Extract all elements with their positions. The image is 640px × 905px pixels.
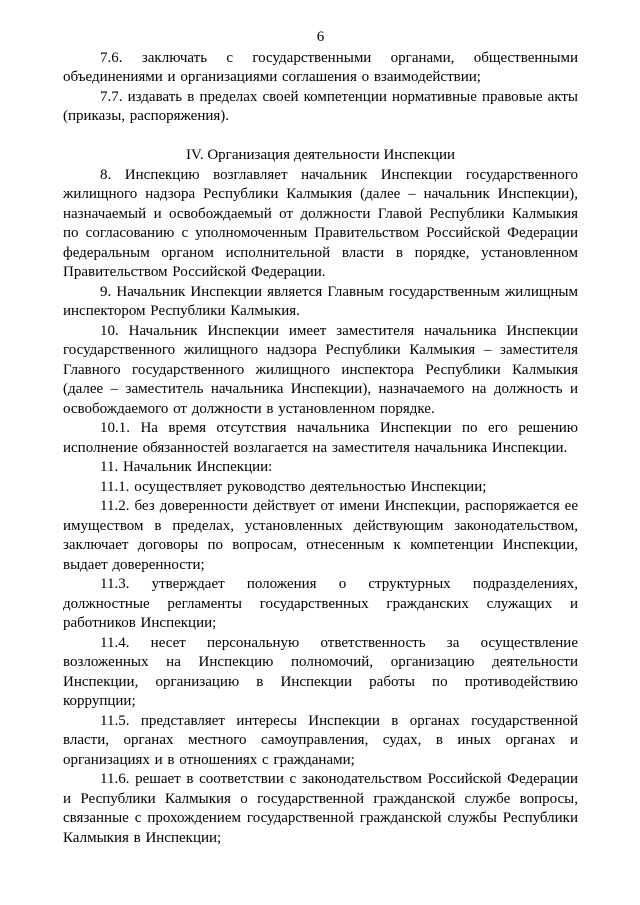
paragraph-9: 9. Начальник Инспекции является Главным государственным жилищным инспектором Республики Калмыкия. xyxy=(63,283,578,319)
paragraph-10-1: 10.1. На время отсутствия начальника Инспекции по его решению исполнение обязанностей возлагается на заместителя начальника Инспекции. xyxy=(63,420,578,456)
paragraph-11-5: 11.5. представляет интересы Инспекции в органах государственной власти, органах местного самоуправления, судах, в иных органах и организациях и в отношениях с гражданами; xyxy=(63,712,578,768)
paragraph-11-6: 11.6. решает в соответствии с законодательством Российской Федерации и Республики Калмыкия о государственной гражданской службе вопросы, связанные с прохождением государственной гражданской службы Республики Калмыкия в Инспекции; xyxy=(63,771,578,846)
paragraph-11-1: 11.1. осуществляет руководство деятельностью Инспекции; xyxy=(100,478,487,495)
paragraph-11-2: 11.2. без доверенности действует от имени Инспекции, распоряжается ее имуществом в пределах, установленных действующим законодательством, заключает договоры по вопросам, отнесенным к компетенции Инспекции, выдает доверенности; xyxy=(63,498,578,573)
paragraph-11-4: 11.4. несет персональную ответственность за осуществление возложенных на Инспекцию полномочий, организацию деятельности Инспекции, организацию в Инспекции работы по противодействию коррупции; xyxy=(63,634,578,709)
paragraph-11: 11. Начальник Инспекции: xyxy=(100,459,273,475)
page-number: 6 xyxy=(316,29,325,45)
paragraph-8: 8. Инспекцию возглавляет начальник Инспекции государственного жилищного надзора Республики Калмыкия (далее – начальник Инспекции), назначаемый и освобождаемый от должности Главой Республики Калмыкия по согласованию с уполномоченным Правительством Российской Федерации федеральным органом исполнительной власти в порядке, установленном Правительством Российской Федерации. xyxy=(63,166,578,280)
paragraph-7-6: 7.6. заключать с государственными органами, общественными объединениями и организациями соглашения о взаимодействии; xyxy=(63,49,578,85)
paragraph-11-3: 11.3. утверждает положения о структурных подразделениях, должностные регламенты государственных гражданских служащих и работников Инспекции; xyxy=(63,576,578,631)
section-iv-heading: IV. Организация деятельности Инспекции xyxy=(185,147,456,163)
paragraph-7-7: 7.7. издавать в пределах своей компетенции нормативные правовые акты (приказы, распоряжения). xyxy=(63,88,578,124)
paragraph-10: 10. Начальник Инспекции имеет заместителя начальника Инспекции государственного жилищного надзора Республики Калмыкия – заместителя Главного государственного жилищного инспектора Республики Калмыкия (далее – заместитель начальника Инспекции), назначаемого на должность и освобождаемого от должности в установленном порядке. xyxy=(63,322,578,417)
